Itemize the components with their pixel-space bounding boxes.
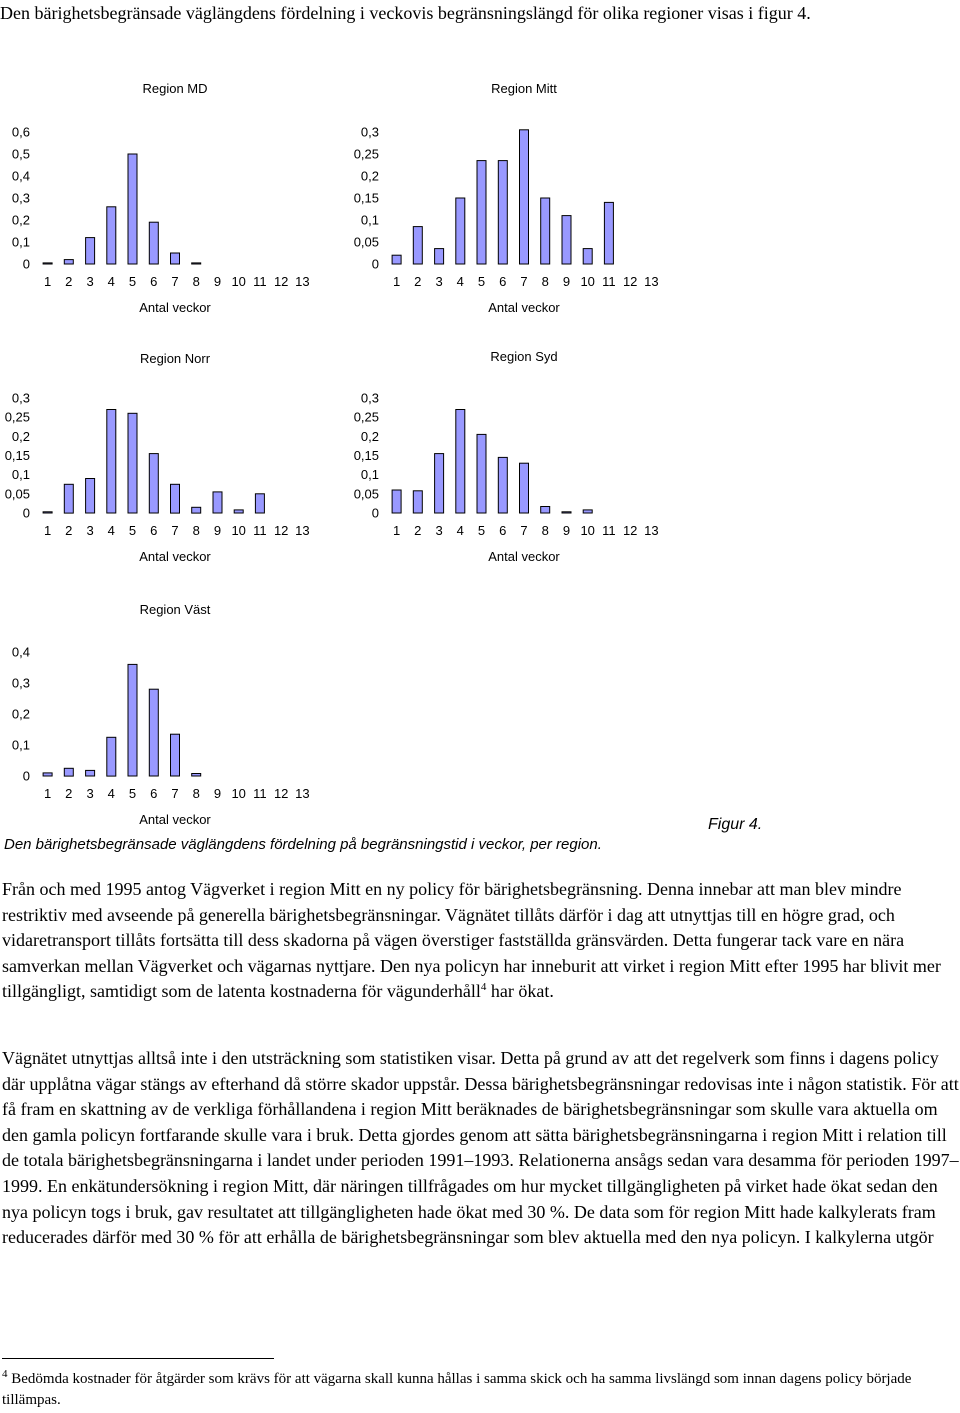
bar [456,410,465,514]
x-tick-label: 10 [231,274,246,289]
x-tick-label: 5 [477,274,486,289]
y-tick-label: 0,1 [11,467,30,483]
paragraph-1-end: har ökat. [486,981,554,1002]
x-tick-label: 10 [231,523,246,538]
y-tick-label: 0 [22,768,30,784]
x-tick-label: 8 [192,274,200,289]
x-tick-label: 4 [107,523,115,538]
y-tick-label: 0 [22,505,30,521]
footnote-reference: 4 [480,981,487,994]
x-tick-label: 12 [273,274,289,289]
chart-title: Region MD [142,81,208,96]
bar [107,207,116,264]
x-axis-label: Antal veckor [488,549,560,564]
bar [192,774,201,777]
bar [149,454,158,513]
x-tick-label: 3 [435,274,443,289]
bar [520,463,529,513]
figure-label: Figur 4. [708,816,763,833]
chart-title: Region Syd [490,349,558,364]
chart-region-syd [348,343,688,568]
x-tick-label: 13 [295,274,310,289]
y-tick-label: 0,15 [353,190,379,206]
bar [86,770,95,776]
x-tick-label: 2 [414,274,422,289]
x-tick-label: 2 [65,786,73,801]
bar [64,768,73,776]
bar [149,689,158,776]
y-tick-label: 0 [22,256,30,272]
x-tick-label: 7 [171,274,179,289]
y-tick-label: 0,1 [11,234,30,250]
bar [171,253,180,264]
bar [541,507,550,514]
x-tick-label: 13 [644,523,659,538]
x-tick-label: 6 [150,274,158,289]
y-tick-label: 0,3 [360,124,379,140]
x-tick-label: 6 [499,523,507,538]
x-tick-label: 11 [253,786,267,801]
bar [86,479,95,514]
x-tick-label: 2 [65,274,73,289]
x-tick-label: 1 [43,786,52,801]
bar [128,664,137,776]
footnote-divider [2,1358,274,1359]
x-tick-label: 13 [295,523,310,538]
y-tick-label: 0,05 [353,486,379,502]
bar [64,484,73,513]
x-tick-label: 12 [273,523,289,538]
y-tick-label: 0,2 [360,168,379,184]
x-tick-label: 6 [499,274,507,289]
x-tick-label: 6 [150,786,158,801]
bar [107,410,116,514]
bar [107,737,116,776]
x-tick-label: 4 [107,274,115,289]
bar [562,216,571,264]
chart-region-mitt [348,75,688,320]
bar [435,249,444,264]
y-tick-label: 0,6 [11,124,30,140]
chart-region-norr [0,343,330,568]
x-tick-label: 12 [273,786,289,801]
bar [413,227,422,264]
x-tick-label: 10 [580,523,595,538]
body-paragraph-1 [2,877,960,1005]
x-tick-label: 11 [253,523,267,538]
x-tick-label: 9 [562,523,571,538]
bar [477,161,486,264]
x-axis-label: Antal veckor [139,812,211,827]
y-tick-label: 0,05 [353,234,379,250]
x-tick-label: 11 [602,523,616,538]
x-tick-label: 10 [580,274,595,289]
bar [583,249,592,264]
y-tick-label: 0,25 [353,409,379,425]
x-tick-label: 2 [65,523,73,538]
bar [171,484,180,513]
bar [520,130,529,264]
x-tick-label: 9 [213,274,222,289]
x-tick-label: 12 [622,274,638,289]
bar [583,510,592,513]
bar [255,494,264,513]
x-tick-label: 11 [253,274,267,289]
x-tick-label: 8 [192,523,200,538]
bar [43,773,52,776]
chart-title: Region Norr [139,351,211,366]
y-tick-label: 0,05 [4,486,30,502]
y-tick-label: 0 [371,256,379,272]
x-tick-label: 2 [414,523,422,538]
x-tick-label: 7 [171,786,179,801]
y-tick-label: 0,15 [4,448,30,463]
y-tick-label: 0,2 [11,212,30,228]
bar [562,512,571,513]
y-tick-label: 0,1 [360,212,379,228]
y-tick-label: 0,25 [353,146,379,162]
intro-paragraph: Den bärighetsbegränsade väglängdens fördelning i veckovis begränsningslängd för olika regioner visas i figur 4. [0,3,811,23]
x-tick-label: 7 [171,523,179,538]
x-tick-label: 11 [602,274,616,289]
bar [413,491,422,513]
x-tick-label: 3 [435,523,443,538]
x-tick-label: 4 [107,786,115,801]
x-tick-label: 9 [213,786,222,801]
bar [392,490,401,513]
bar [43,512,52,513]
x-tick-label: 1 [43,523,52,538]
x-tick-label: 4 [456,274,464,289]
bar [192,507,201,513]
chart-region-vast [0,597,330,827]
y-tick-label: 0,3 [360,390,379,406]
y-tick-label: 0,2 [11,706,30,722]
x-tick-label: 8 [192,786,200,801]
x-tick-label: 3 [86,274,94,289]
bar [541,198,550,264]
x-tick-label: 7 [520,274,528,289]
footnote-number: 4 [2,1368,8,1380]
chart-title: Region Mitt [491,81,557,96]
chart-title: Region Väst [139,602,211,617]
bar [43,263,52,264]
x-tick-label: 5 [477,523,486,538]
x-tick-label: 7 [520,523,528,538]
x-tick-label: 3 [86,786,94,801]
x-axis-label: Antal veckor [139,300,211,315]
y-tick-label: 0,5 [11,146,30,162]
x-tick-label: 6 [150,523,158,538]
y-tick-label: 0,4 [11,168,30,184]
bar [435,454,444,513]
bar [213,492,222,513]
bar [456,198,465,264]
y-tick-label: 0,4 [11,644,30,660]
y-tick-label: 0,1 [360,467,379,483]
y-tick-label: 0,3 [11,390,30,406]
x-tick-label: 13 [295,786,310,801]
x-tick-label: 1 [43,274,52,289]
y-tick-label: 0 [371,505,379,521]
bar [171,734,180,776]
x-tick-label: 5 [128,274,137,289]
x-tick-label: 5 [128,786,137,801]
footnote-text: Bedömda kostnader för åtgärder som krävs för att vägarna skall kunna hållas i samma skick och ha samma livslängd som innan dagens policy började tillämpas. [2,1371,912,1408]
chart-region-md [0,75,330,320]
bar [392,255,401,264]
bar [477,434,486,513]
x-tick-label: 8 [541,523,549,538]
paragraph-1-text: Från och med 1995 antog Vägverket i region Mitt en ny policy för bärighetsbegränsning. Denna innebar att man blev mindre restriktiv med avseende på generella bärighetsbegränsningar. Vägnätet tillåts därför i dag att utnyttjas till en högre grad, och vidaretransport tillåts fortsätta till dess skadorna på vägen överstiger fastställda gränsvärden. Detta fungerar tack vare en nära samverkan mellan Vägverket och vägarnas nyttjare. Den nya policyn har inneburit att virket i region Mitt efter 1995 har blivit mer tillgängligt, samtidigt som de latenta kostnaderna för vägunderhåll [2,879,941,1002]
x-axis-label: Antal veckor [139,549,211,564]
bar [234,510,243,513]
bar [128,154,137,264]
y-tick-label: 0,3 [11,190,30,206]
x-tick-label: 5 [128,523,137,538]
x-tick-label: 1 [392,523,401,538]
x-tick-label: 10 [231,786,246,801]
footnote [2,1369,958,1411]
y-tick-label: 0,3 [11,675,30,691]
y-tick-label: 0,2 [11,428,30,444]
bar [604,202,613,264]
bar [498,457,507,513]
y-tick-label: 0,2 [360,428,379,444]
bar [498,161,507,264]
bar [86,238,95,264]
x-tick-label: 4 [456,523,464,538]
x-tick-label: 13 [644,274,659,289]
y-tick-label: 0,15 [353,448,379,463]
bar [128,413,137,513]
x-axis-label: Antal veckor [488,300,560,315]
figure-caption: Den bärighetsbegränsade väglängdens fördelning på begränsningstid i veckor, per region. [4,836,602,853]
y-tick-label: 0,25 [4,409,30,425]
x-tick-label: 9 [213,523,222,538]
x-tick-label: 3 [86,523,94,538]
x-tick-label: 8 [541,274,549,289]
bar [64,260,73,264]
bar [192,263,201,264]
bar [149,222,158,264]
x-tick-label: 1 [392,274,401,289]
x-tick-label: 9 [562,274,571,289]
y-tick-label: 0,1 [11,737,30,753]
x-tick-label: 12 [622,523,638,538]
body-paragraph-2: Vägnätet utnyttjas alltså inte i den utsträckning som statistiken visar. Detta på grund av att det regelverk som finns i dagens policy där upplåtna vägar stängs av efterhand då större skador uppstår. Dessa bärighetsbegränsningar redovisas inte i någon statistik. För att få fram en skattning av de verkliga förhållandena i region Mitt beräknades de bärighetsbegränsningar som skulle vara aktuella om den gamla policyn fortfarande skulle vara i bruk. Detta gjordes genom att sätta bärighetsbegränsningarna i region Mitt i relation till de totala bärighetsbegränsningarna i landet under perioden 1991–1993. Relationerna ansågs sedan vara desamma för perioden 1997–1999. En enkätundersökning i region Mitt, där näringen tillfrågades om hur mycket tillgängligheten på virket hade ökat sedan den nya policyn togs i bruk, gav resultatet att tillgängligheten hade ökat med 30 %. De data som för region Mitt hade kalkylerats fram reducerades därför med 30 % för att erhålla de bärighetsbegränsningar som blev aktuella med den nya policyn. I kalkylerna utgör [2,1048,959,1248]
